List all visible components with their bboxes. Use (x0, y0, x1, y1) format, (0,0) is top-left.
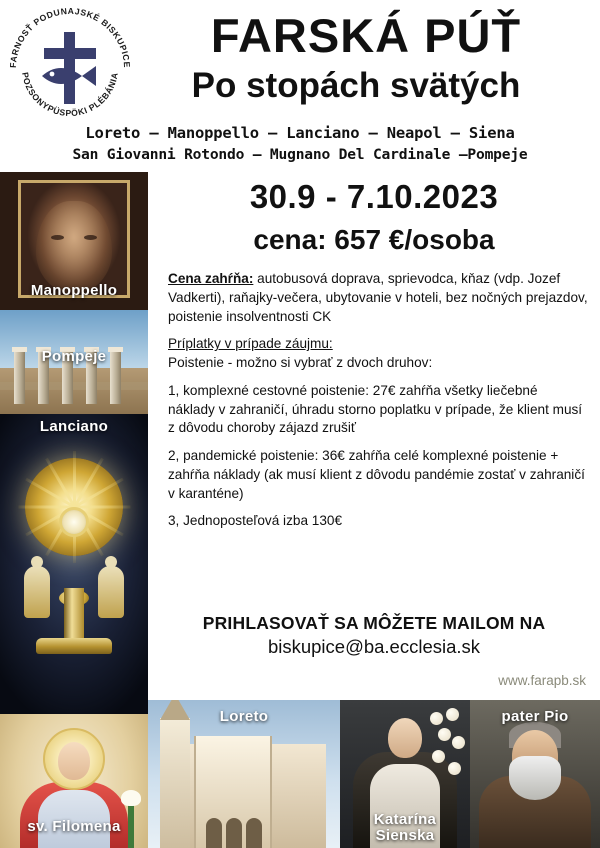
manoppello-veil-image (18, 180, 130, 298)
includes-text: autobusová doprava, sprievodca, kňaz (vdp. Jozef Vadkerti), raňajky-večera, ubytovanie v hoteli, bez nočných prejazdov, poistenie insolventnosti CK (168, 271, 588, 324)
extras-item-2: 2, pandemické poistenie: 36€ zahŕňa celé komplexné poistenie + zahŕňa náklady (ak musí klient z dôvodu pandémie zostať v zahraničí v karanténe) (168, 448, 585, 501)
caption-sv-filomena: sv. Filomena (27, 818, 121, 835)
filomena-face (58, 742, 90, 780)
svg-text:FARNOSŤ PODUNAJSKÉ BISKUPICE: FARNOSŤ PODUNAJSKÉ BISKUPICE (7, 5, 133, 69)
contact-email[interactable]: biskupice@ba.ecclesia.sk (267, 636, 481, 657)
poster-title: FARSKÁ PÚŤ (210, 9, 522, 62)
poster-subtitle: Po stopách svätých (191, 66, 521, 105)
extras-item-3: 3, Jednoposteľová izba 130€ (168, 513, 343, 529)
loreto-bell-tower (160, 718, 190, 848)
includes-paragraph (168, 270, 588, 326)
manoppello-eyes (51, 235, 97, 241)
right-text-column (148, 172, 600, 700)
angel-figure-left (24, 566, 50, 618)
extras-item-1: 1, komplexné cestovné poistenie: 27€ zahŕňa všetky liečebné náklady v zahraničí, úhradu storno poplatku v prípade, že klient musí z dôvodu choroby zájazd zrušiť (168, 382, 583, 436)
photo-pater-pio (470, 700, 600, 848)
manoppello-face-shape (36, 201, 112, 293)
contact-instruction: PRIHLASOVAŤ SA MÔŽETE MAILOM NA (202, 613, 546, 633)
poster-header (0, 0, 600, 172)
contact-block (148, 613, 600, 658)
pater-pio-beard (509, 756, 561, 800)
caption-loreto: Loreto (219, 708, 269, 725)
monstrance-image (22, 448, 126, 654)
extras-heading-block (168, 335, 588, 373)
caption-pater-pio: pater Pio (501, 708, 569, 725)
svg-text:POZSONYPÜSPÖKI PLÉBÁNIA: POZSONYPÜSPÖKI PLÉBÁNIA (20, 71, 120, 119)
left-image-column (0, 172, 148, 848)
photo-katarina-sienska (340, 700, 470, 848)
caption-katarina-line1: Katarína (373, 811, 437, 828)
cross-with-fish-emblem-icon (34, 30, 106, 106)
tour-dates: 30.9 - 7.10.2023 (249, 178, 499, 215)
caption-katarina-line2: Sienska (375, 826, 435, 844)
photo-lanciano (0, 414, 148, 714)
katarina-face (388, 718, 422, 758)
extras-intro: Poistenie - možno si vybrať z dvoch druhov: (168, 355, 433, 370)
photo-loreto (148, 700, 340, 848)
parish-logo (6, 4, 136, 134)
route-line-1: Loreto – Manoppello – Lanciano – Neapol – Siena (85, 124, 515, 142)
website-url[interactable]: www.farapb.sk (498, 673, 586, 688)
route-line-2: San Giovanni Rotondo – Mugnano Del Cardinale –Pompeje (72, 146, 528, 163)
angel-figure-right (98, 566, 124, 618)
monstrance-lunette (59, 507, 89, 537)
caption-lanciano: Lanciano (39, 418, 109, 435)
monstrance-base (36, 638, 112, 654)
caption-katarina-sienska (340, 812, 470, 844)
includes-heading: Cena zahŕňa: (168, 271, 254, 286)
extras-heading: Príplatky v prípade záujmu: (168, 336, 333, 352)
flowers-icon (426, 706, 466, 786)
bottom-image-strip (148, 700, 600, 848)
monstrance-stem (64, 588, 84, 640)
caption-manoppello: Manoppello (30, 282, 118, 299)
tour-price: cena: 657 €/osoba (253, 224, 495, 255)
details-body (168, 270, 588, 540)
caption-pompeje: Pompeje (41, 348, 107, 365)
